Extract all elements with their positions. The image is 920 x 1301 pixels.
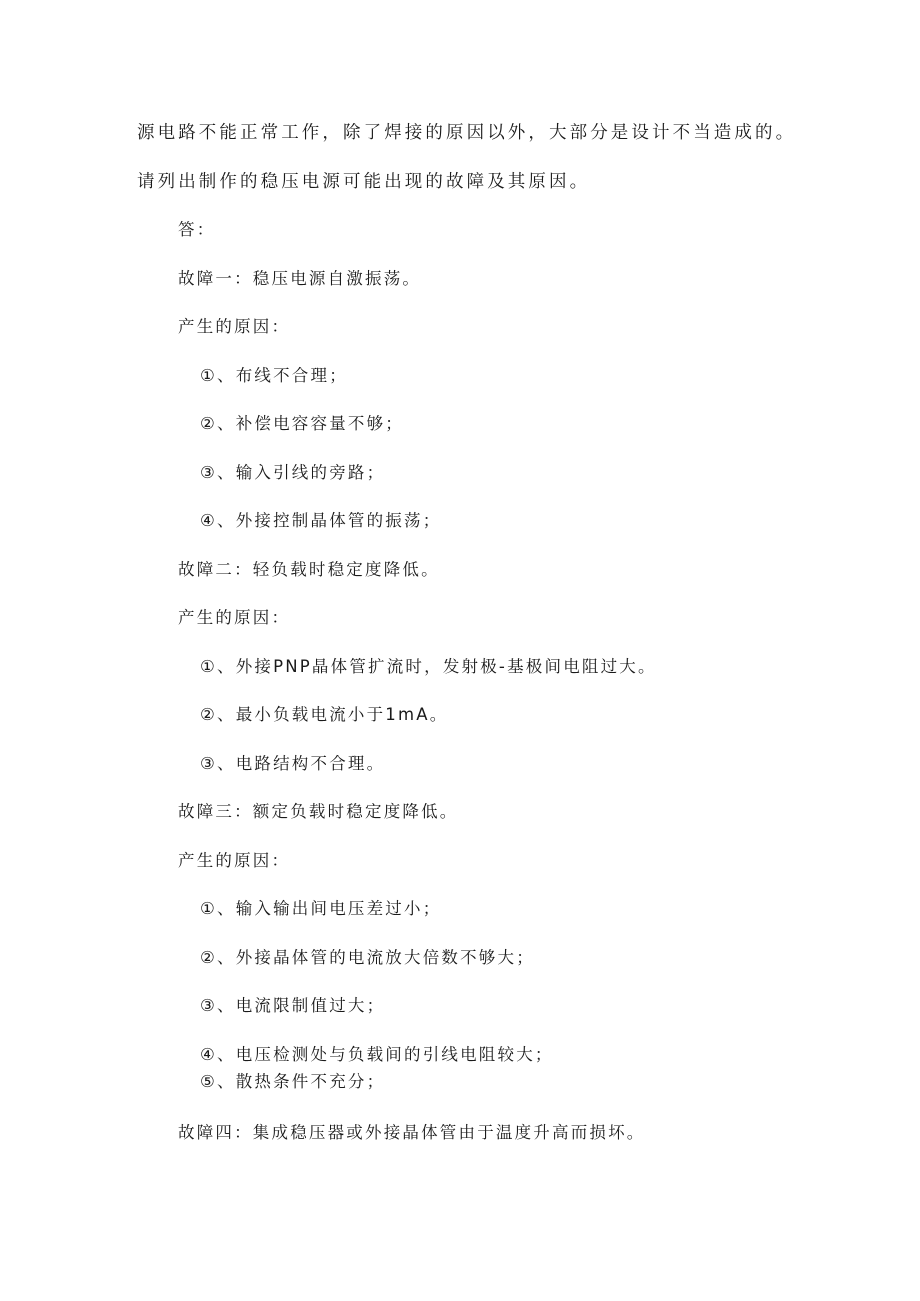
fault-2-cause-2: ②、最小负载电流小于1mA。 [200,705,449,724]
fault-3-cause-3: ③、电流限制值过大； [200,996,386,1015]
fault-3-title: 故障三：额定负载时稳定度降低。 [178,802,459,821]
fault-3-cause-5: ⑤、散热条件不充分； [200,1072,386,1091]
fault-1-cause-1: ①、布线不合理； [200,366,348,385]
fault-2-cause-3: ③、电路结构不合理。 [200,754,386,773]
fault-4-title: 故障四：集成稳压器或外接晶体管由于温度升高而损坏。 [178,1123,646,1142]
answer-label: 答： [178,220,216,239]
intro-line-1: 源电路不能正常工作，除了焊接的原因以外，大部分是设计不当造成的。 [137,123,797,143]
fault-3-cause-1: ①、输入输出间电压差过小； [200,899,442,918]
fault-2-cause-label: 产生的原因： [178,608,291,627]
fault-3-cause-4: ④、电压检测处与负载间的引线电阻较大； [200,1045,554,1064]
fault-2-title: 故障二：轻负载时稳定度降低。 [178,560,440,579]
fault-1-cause-label: 产生的原因： [178,317,291,336]
fault-1-cause-3: ③、输入引线的旁路； [200,463,386,482]
fault-1-title: 故障一：稳压电源自激振荡。 [178,269,422,288]
fault-3-cause-label: 产生的原因： [178,851,291,870]
fault-1-cause-4: ④、外接控制晶体管的振荡； [200,511,442,530]
fault-1-cause-2: ②、补偿电容容量不够； [200,414,404,433]
fault-3-cause-2: ②、外接晶体管的电流放大倍数不够大； [200,948,535,967]
intro-line-2: 请列出制作的稳压电源可能出现的故障及其原因。 [137,172,591,192]
fault-2-cause-1: ①、外接PNP晶体管扩流时，发射极-基极间电阻过大。 [200,657,657,676]
